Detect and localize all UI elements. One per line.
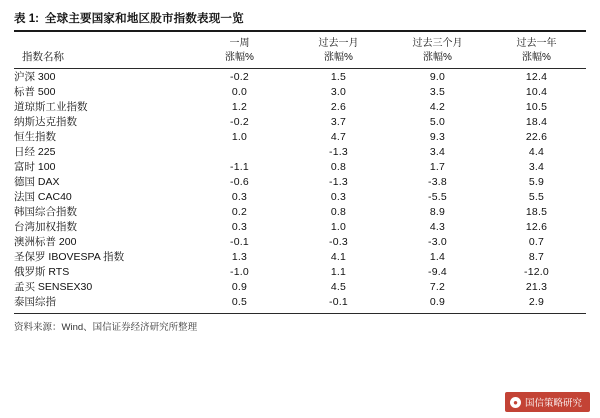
row-year-value: 8.7 — [528, 250, 545, 263]
table-row — [14, 99, 586, 114]
table-row — [14, 204, 586, 219]
row-index-name: 圣保罗 IBOVESPA 指数 — [14, 251, 125, 263]
table-row — [14, 144, 586, 159]
row-index-name: 纳斯达克指数 — [14, 116, 77, 128]
column-header-week-line2: 涨幅% — [225, 51, 254, 63]
row-week-value: 1.0 — [231, 130, 248, 143]
row-year-value: 18.5 — [525, 205, 548, 218]
watermark-logo-icon: ● — [510, 397, 521, 408]
table-row — [14, 174, 586, 189]
row-week-value: -0.6 — [230, 175, 249, 188]
column-header-month-line1: 过去一月 — [318, 38, 359, 49]
row-week-value — [190, 144, 289, 159]
column-header-month — [289, 32, 388, 69]
row-three-month-value: 8.9 — [429, 205, 446, 218]
row-index-name: 俄罗斯 RTS — [14, 266, 70, 278]
row-three-month-value: 5.0 — [429, 115, 446, 128]
row-week-value: 0.5 — [231, 295, 248, 308]
row-month-value: -0.1 — [329, 295, 348, 308]
watermark-text: 国信策略研究 — [524, 398, 582, 409]
row-three-month-value: 1.4 — [429, 250, 446, 263]
row-month-value: 1.1 — [330, 265, 347, 278]
row-three-month-value: 9.0 — [429, 70, 446, 83]
row-week-value: 1.3 — [231, 250, 248, 263]
table-row — [14, 219, 586, 234]
row-month-value: 4.7 — [330, 130, 347, 143]
row-month-value: 4.1 — [330, 250, 347, 263]
row-index-name: 孟买 SENSEX30 — [14, 281, 93, 293]
row-month-value: 3.7 — [330, 115, 347, 128]
row-index-name: 法国 CAC40 — [14, 191, 72, 203]
table-row — [14, 264, 586, 279]
row-month-value: 4.5 — [330, 280, 347, 293]
figure-title — [14, 10, 586, 32]
row-month-value: 0.3 — [330, 190, 347, 203]
row-year-value: 3.4 — [528, 160, 545, 173]
row-week-value: 0.3 — [231, 220, 248, 233]
row-year-value: 12.4 — [525, 70, 548, 83]
row-month-value: 3.0 — [330, 85, 347, 98]
row-month-value: -1.3 — [329, 145, 348, 158]
row-three-month-value: 0.9 — [429, 295, 446, 308]
row-year-value: 21.3 — [525, 280, 548, 293]
row-week-value: 0.3 — [231, 190, 248, 203]
row-index-name: 德国 DAX — [14, 176, 60, 188]
row-three-month-value: -5.5 — [428, 190, 447, 203]
row-year-value: 12.6 — [525, 220, 548, 233]
table-row — [14, 84, 586, 99]
row-week-value: -0.2 — [230, 70, 249, 83]
row-month-value: 1.0 — [330, 220, 347, 233]
row-three-month-value: -3.8 — [428, 175, 447, 188]
table-row — [14, 189, 586, 204]
column-header-month-line2: 涨幅% — [324, 51, 353, 63]
table-header — [14, 32, 586, 69]
watermark-badge — [505, 392, 590, 412]
row-index-name: 恒生指数 — [14, 131, 56, 143]
row-year-value: 4.4 — [528, 145, 545, 158]
row-index-name: 沪深 300 — [14, 71, 56, 83]
row-year-value: 22.6 — [525, 130, 548, 143]
row-week-value: -0.2 — [230, 115, 249, 128]
column-header-index-name: 指数名称 — [14, 32, 190, 69]
row-month-value: 1.5 — [330, 70, 347, 83]
table-row — [14, 159, 586, 174]
row-month-value: -1.3 — [329, 175, 348, 188]
table-body — [14, 69, 586, 314]
table-row — [14, 234, 586, 249]
row-three-month-value: 4.3 — [429, 220, 446, 233]
row-year-value: 0.7 — [528, 235, 545, 248]
column-header-three-month-line1: 过去三个月 — [412, 38, 463, 49]
row-week-value: 1.2 — [231, 100, 248, 113]
row-year-value: 5.9 — [528, 175, 545, 188]
row-three-month-value: -9.4 — [428, 265, 447, 278]
column-header-three-month — [388, 32, 487, 69]
row-year-value: 10.5 — [525, 100, 548, 113]
row-three-month-value: -3.0 — [428, 235, 447, 248]
row-index-name: 日经 225 — [14, 146, 56, 158]
row-week-value: 0.9 — [231, 280, 248, 293]
row-week-value: -1.1 — [230, 160, 249, 173]
row-year-value: 10.4 — [525, 85, 548, 98]
row-month-value: -0.3 — [329, 235, 348, 248]
row-three-month-value: 9.3 — [429, 130, 446, 143]
column-header-year-line2: 涨幅% — [522, 51, 551, 63]
table-row — [14, 114, 586, 129]
row-month-value: 2.6 — [330, 100, 347, 113]
column-header-week-line1: 一周 — [229, 38, 250, 49]
row-index-name: 标普 500 — [14, 86, 56, 98]
row-year-value: 2.9 — [528, 295, 545, 308]
source-note: 资料来源：Wind、国信证券经济研究所整理 — [14, 322, 198, 333]
row-three-month-value: 4.2 — [429, 100, 446, 113]
table-row — [14, 294, 586, 313]
row-three-month-value: 7.2 — [429, 280, 446, 293]
row-week-value: -0.1 — [230, 235, 249, 248]
row-index-name: 富时 100 — [14, 161, 56, 173]
row-index-name: 道琼斯工业指数 — [14, 101, 88, 113]
column-header-year-line1: 过去一年 — [516, 38, 557, 49]
row-three-month-value: 3.4 — [429, 145, 446, 158]
column-header-year — [487, 32, 586, 69]
table-row — [14, 279, 586, 294]
column-header-three-month-line2: 涨幅% — [423, 51, 452, 63]
row-index-name: 泰国综指 — [14, 296, 56, 308]
row-week-value: 0.0 — [231, 85, 248, 98]
row-month-value: 0.8 — [330, 205, 347, 218]
row-year-value: 18.4 — [525, 115, 548, 128]
row-year-value: 5.5 — [528, 190, 545, 203]
row-month-value: 0.8 — [330, 160, 347, 173]
row-three-month-value: 1.7 — [429, 160, 446, 173]
row-index-name: 韩国综合指数 — [14, 206, 77, 218]
row-week-value: -1.0 — [230, 265, 249, 278]
row-week-value: 0.2 — [231, 205, 248, 218]
column-header-week — [190, 32, 289, 69]
index-performance-table — [14, 32, 586, 313]
table-row — [14, 129, 586, 144]
row-three-month-value: 3.5 — [429, 85, 446, 98]
row-year-value: -12.0 — [524, 265, 549, 278]
figure-title-label: 表 1: — [14, 13, 39, 25]
table-row — [14, 249, 586, 264]
row-index-name: 澳洲标普 200 — [14, 236, 77, 248]
figure-title-text: 全球主要国家和地区股市指数表现一览 — [44, 13, 244, 25]
row-index-name: 台湾加权指数 — [14, 221, 77, 233]
table-row — [14, 69, 586, 85]
